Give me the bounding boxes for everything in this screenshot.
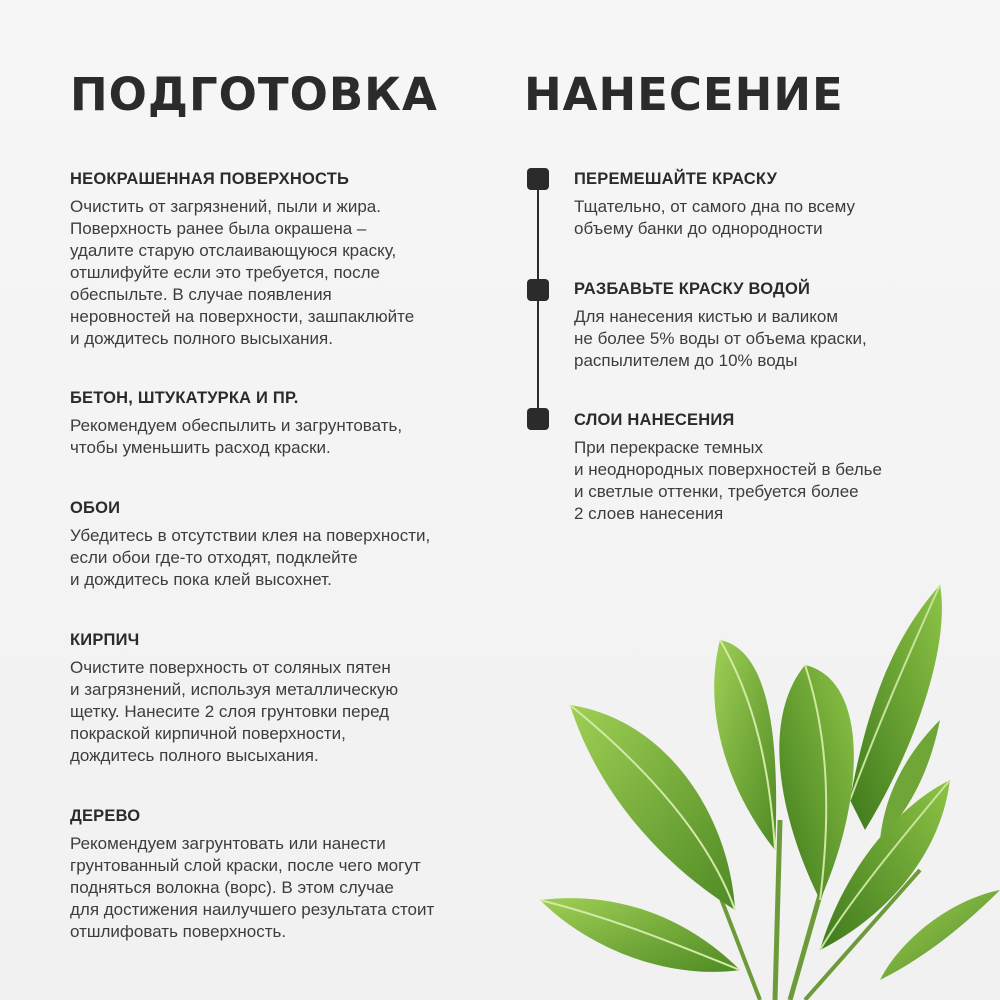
section-concrete — [70, 387, 510, 459]
section-unpainted-surface — [70, 168, 510, 350]
step-text: Тщательно, от самого дна по всему объему банки до однородности — [574, 197, 855, 238]
step-title: СЛОИ НАНЕСЕНИЯ — [574, 411, 735, 429]
section-title: ДЕРЕВО — [70, 807, 141, 825]
step-text: Для нанесения кистью и валиком не более 5% воды от объема краски, распылителем до 10% воды — [574, 307, 867, 370]
section-wallpaper — [70, 497, 510, 591]
section-title: БЕТОН, ШТУКАТУРКА И ПР. — [70, 389, 299, 407]
preparation-heading: ПОДГОТОВКА — [70, 68, 438, 121]
section-text: Очистите поверхность от соляных пятен и загрязнений, используя металлическую щетку. Нанесите 2 слоя грунтовки перед покраской кирпичной поверхности, дождитесь полного высыхания. — [70, 658, 399, 765]
section-title: ОБОИ — [70, 499, 121, 517]
section-text: Очистить от загрязнений, пыли и жира. Поверхность ранее была окрашена – удалите старую отслаивающуюся краску, отшлифуйте если это требуется, после обеспыльте. В случае появления неровностей на поверхности, зашпаклюйте и дождитесь полного высыхания. — [70, 197, 415, 348]
section-brick — [70, 629, 510, 767]
section-wood — [70, 805, 510, 943]
section-text: Рекомендуем загрунтовать или нанести грунтованный слой краски, после чего могут подняться волокна (ворс). В этом случае для достижения наилучшего результата стоит отшлифовать поверхность. — [70, 834, 435, 941]
timeline-line — [537, 190, 539, 430]
step-title: РАЗБАВЬТЕ КРАСКУ ВОДОЙ — [574, 280, 811, 298]
step-mix-paint — [574, 168, 974, 240]
timeline-marker-3 — [527, 408, 549, 430]
timeline-marker-1 — [527, 168, 549, 190]
section-text: Убедитесь в отсутствии клея на поверхности, если обои где-то отходят, подклейте и дождитесь пока клей высохнет. — [70, 526, 431, 589]
step-coats — [574, 409, 974, 525]
application-heading: НАНЕСЕНИЕ — [524, 68, 844, 121]
section-title: НЕОКРАШЕННАЯ ПОВЕРХНОСТЬ — [70, 170, 350, 188]
timeline-marker-2 — [527, 279, 549, 301]
section-title: КИРПИЧ — [70, 631, 140, 649]
step-title: ПЕРЕМЕШАЙТЕ КРАСКУ — [574, 170, 778, 188]
section-text: Рекомендуем обеспылить и загрунтовать, чтобы уменьшить расход краски. — [70, 416, 403, 457]
step-dilute-paint — [574, 278, 974, 372]
step-text: При перекраске темных и неоднородных поверхностей в белье и светлые оттенки, требуется более 2 слоев нанесения — [574, 438, 882, 523]
plant-leaves-icon — [520, 570, 1000, 1000]
